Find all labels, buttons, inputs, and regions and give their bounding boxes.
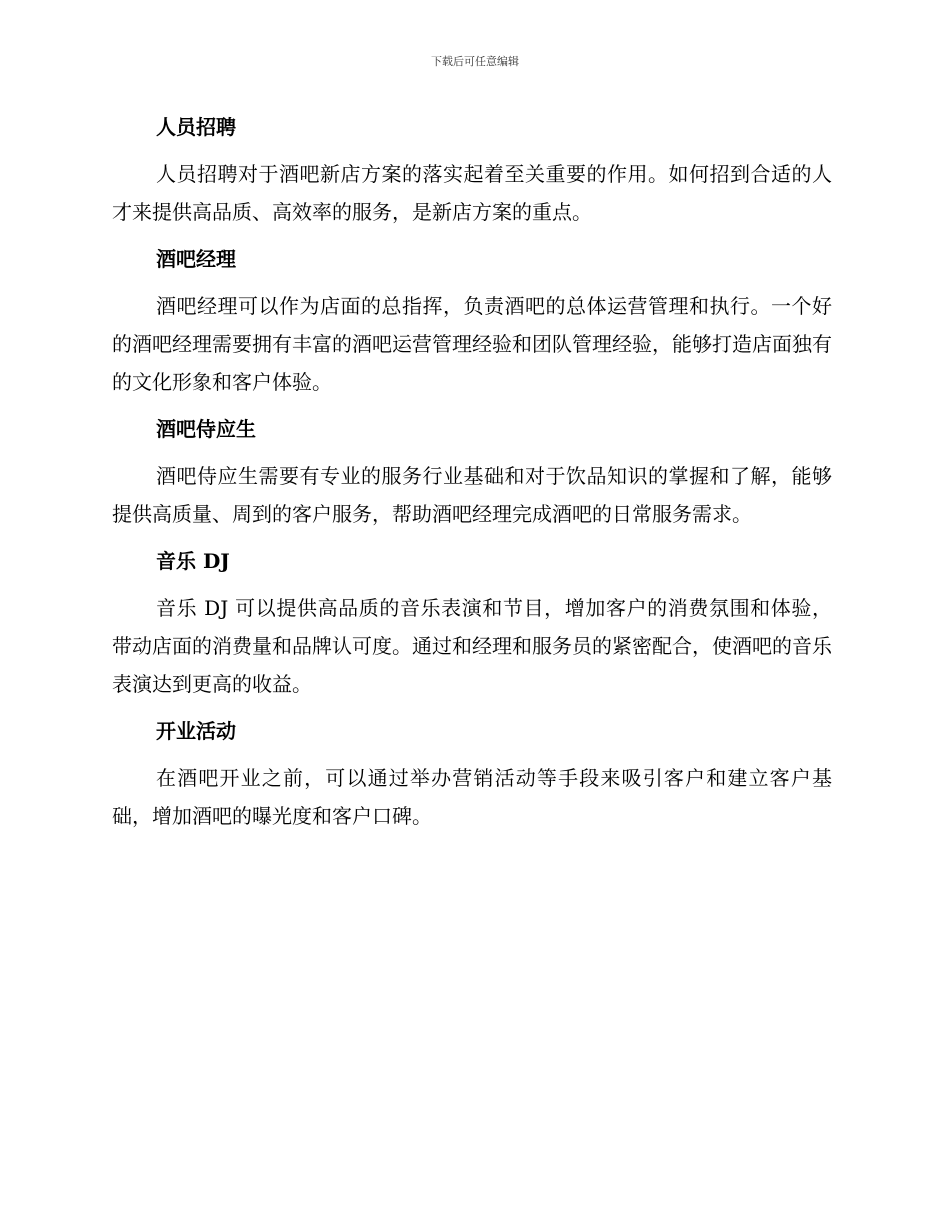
page-header: 下载后可任意编辑: [431, 55, 519, 68]
section-heading-music-dj: 音乐 DJ: [156, 549, 230, 573]
section-heading-recruitment: 人员招聘: [156, 115, 236, 139]
document-body: [112, 108, 832, 844]
section-paragraph-bar-manager: 酒吧经理可以作为店面的总指挥，负责酒吧的总体运营管理和执行。一个好的酒吧经理需要拥有丰富的酒吧运营管理经验和团队管理经验，能够打造店面独有的文化形象和客户体验。: [112, 294, 832, 394]
section-heading-bar-staff: 酒吧侍应生: [156, 417, 256, 441]
section-paragraph-opening-event: 在酒吧开业之前，可以通过举办营销活动等手段来吸引客户和建立客户基础，增加酒吧的曝光度和客户口碑。: [112, 766, 832, 828]
section-heading-opening-event: 开业活动: [156, 719, 236, 743]
section-paragraph-bar-staff: 酒吧侍应生需要有专业的服务行业基础和对于饮品知识的掌握和了解，能够提供高质量、周到的客户服务，帮助酒吧经理完成酒吧的日常服务需求。: [112, 464, 832, 526]
section-heading-bar-manager: 酒吧经理: [156, 247, 236, 271]
section-paragraph-recruitment: 人员招聘对于酒吧新店方案的落实起着至关重要的作用。如何招到合适的人才来提供高品质、高效率的服务，是新店方案的重点。: [112, 162, 832, 224]
section-paragraph-music-dj: 音乐 DJ 可以提供高品质的音乐表演和节目，增加客户的消费氛围和体验，带动店面的消费量和品牌认可度。通过和经理和服务员的紧密配合，使酒吧的音乐表演达到更高的收益。: [112, 596, 832, 696]
